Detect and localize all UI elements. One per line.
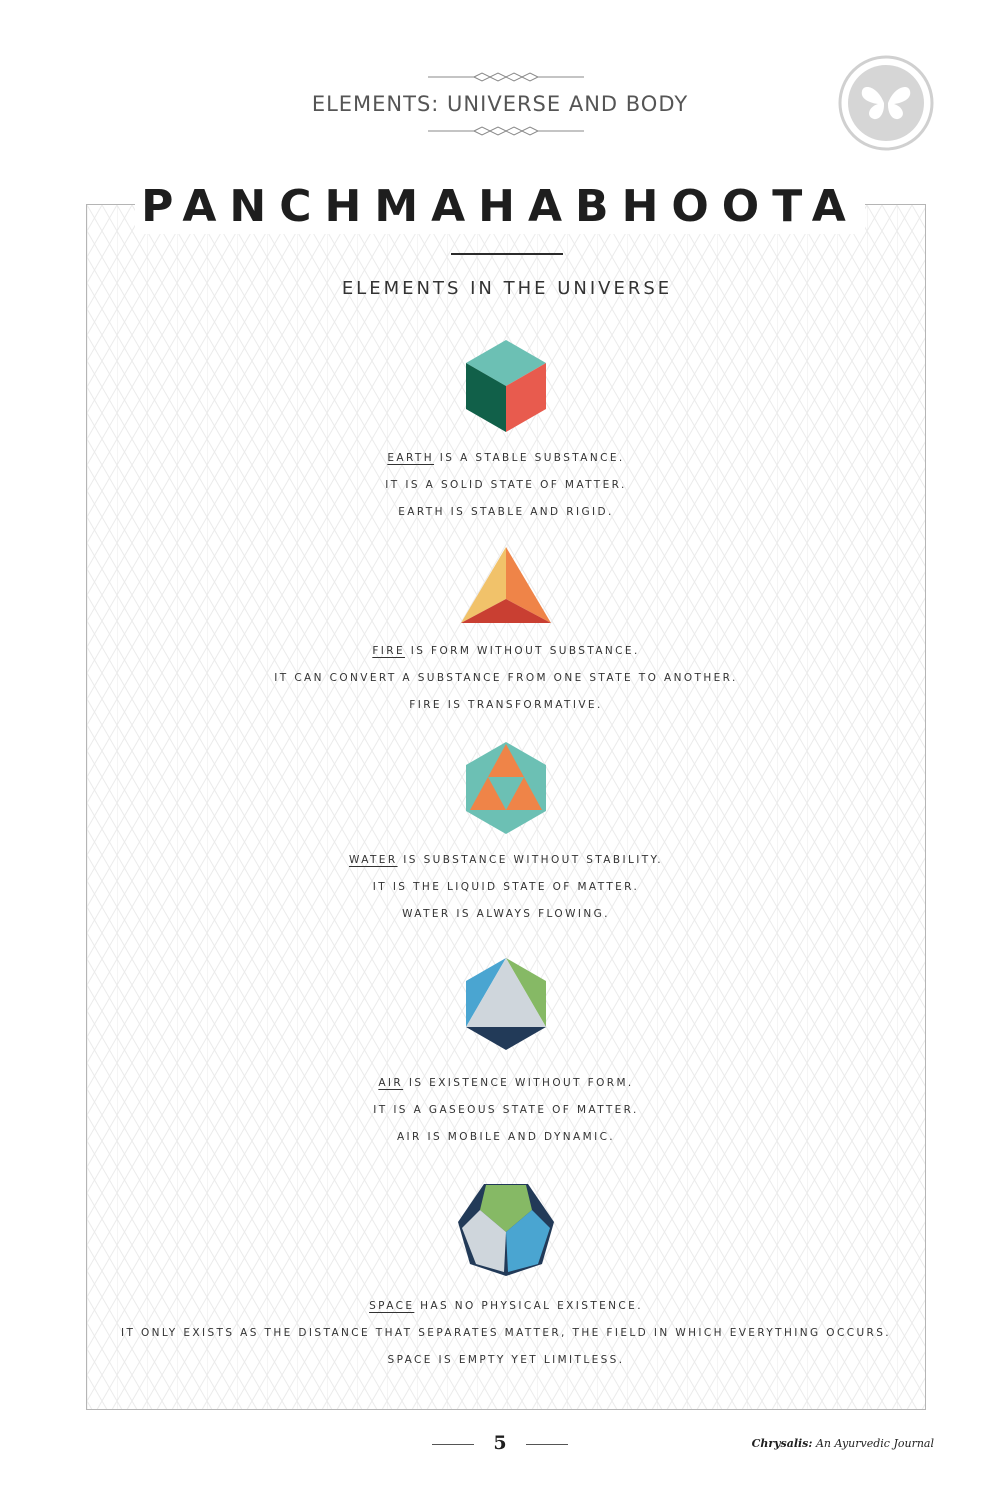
air-line-1: AIR IS EXISTENCE WITHOUT FORM. <box>378 1077 634 1089</box>
earth-line-2: IT IS A SOLID STATE OF MATTER. <box>385 479 627 491</box>
space-line-3: SPACE IS EMPTY YET LIMITLESS. <box>387 1354 625 1366</box>
space-description <box>0 1293 1000 1374</box>
subtitle: ELEMENTS IN THE UNIVERSE <box>341 278 673 299</box>
header-ornament-top <box>428 72 584 82</box>
earth-description <box>0 445 1000 526</box>
earth-keyword: EARTH <box>387 452 435 464</box>
earth-line-3: EARTH IS STABLE AND RIGID. <box>398 506 614 518</box>
dodecahedron-icon <box>456 1182 556 1276</box>
footer-rule-left <box>432 1444 474 1445</box>
fire-line-2: IT CAN CONVERT A SUBSTANCE FROM ONE STATE TO ANOTHER. <box>274 672 738 684</box>
section-title: ELEMENTS: UNIVERSE AND BODY <box>311 92 689 116</box>
icosahedron-icon <box>466 742 546 834</box>
space-figure <box>0 1182 1000 1276</box>
water-figure <box>0 742 1000 834</box>
fire-keyword: FIRE <box>372 645 405 657</box>
space-line-1: SPACE HAS NO PHYSICAL EXISTENCE. <box>369 1300 643 1312</box>
tetrahedron-icon <box>461 547 551 625</box>
air-description <box>0 1070 1000 1151</box>
earth-line-1: EARTH IS A STABLE SUBSTANCE. <box>387 452 625 464</box>
main-title: PANCHMAHABHOOTA <box>135 180 865 234</box>
water-line-1: WATER IS SUBSTANCE WITHOUT STABILITY. <box>349 854 663 866</box>
title-divider <box>451 253 563 255</box>
header-ornament-bottom <box>428 126 584 136</box>
cube-icon <box>466 340 546 432</box>
water-description <box>0 847 1000 928</box>
fire-line-3: FIRE IS TRANSFORMATIVE. <box>409 699 603 711</box>
air-line-2: IT IS A GASEOUS STATE OF MATTER. <box>373 1104 639 1116</box>
space-keyword: SPACE <box>369 1300 415 1312</box>
butterfly-icon <box>838 55 934 151</box>
water-line-2: IT IS THE LIQUID STATE OF MATTER. <box>372 881 640 893</box>
footer-rule-right <box>526 1444 568 1445</box>
fire-line-1: FIRE IS FORM WITHOUT SUBSTANCE. <box>372 645 640 657</box>
air-keyword: AIR <box>378 1077 404 1089</box>
water-keyword: WATER <box>349 854 398 866</box>
earth-figure <box>0 340 1000 432</box>
fire-description <box>0 638 1000 719</box>
journal-credit <box>752 1437 934 1450</box>
fire-figure <box>0 547 1000 625</box>
journal-name: Chrysalis: <box>751 1437 813 1450</box>
water-line-3: WATER IS ALWAYS FLOWING. <box>402 908 610 920</box>
page-number: 5 <box>493 1432 507 1454</box>
octahedron-icon <box>466 958 546 1050</box>
air-figure <box>0 958 1000 1050</box>
journal-subtitle: An Ayurvedic Journal <box>815 1437 934 1450</box>
air-line-3: AIR IS MOBILE AND DYNAMIC. <box>396 1131 616 1143</box>
space-line-2: IT ONLY EXISTS AS THE DISTANCE THAT SEPARATES MATTER, THE FIELD IN WHICH EVERYTHING OCCURS. <box>120 1327 892 1339</box>
